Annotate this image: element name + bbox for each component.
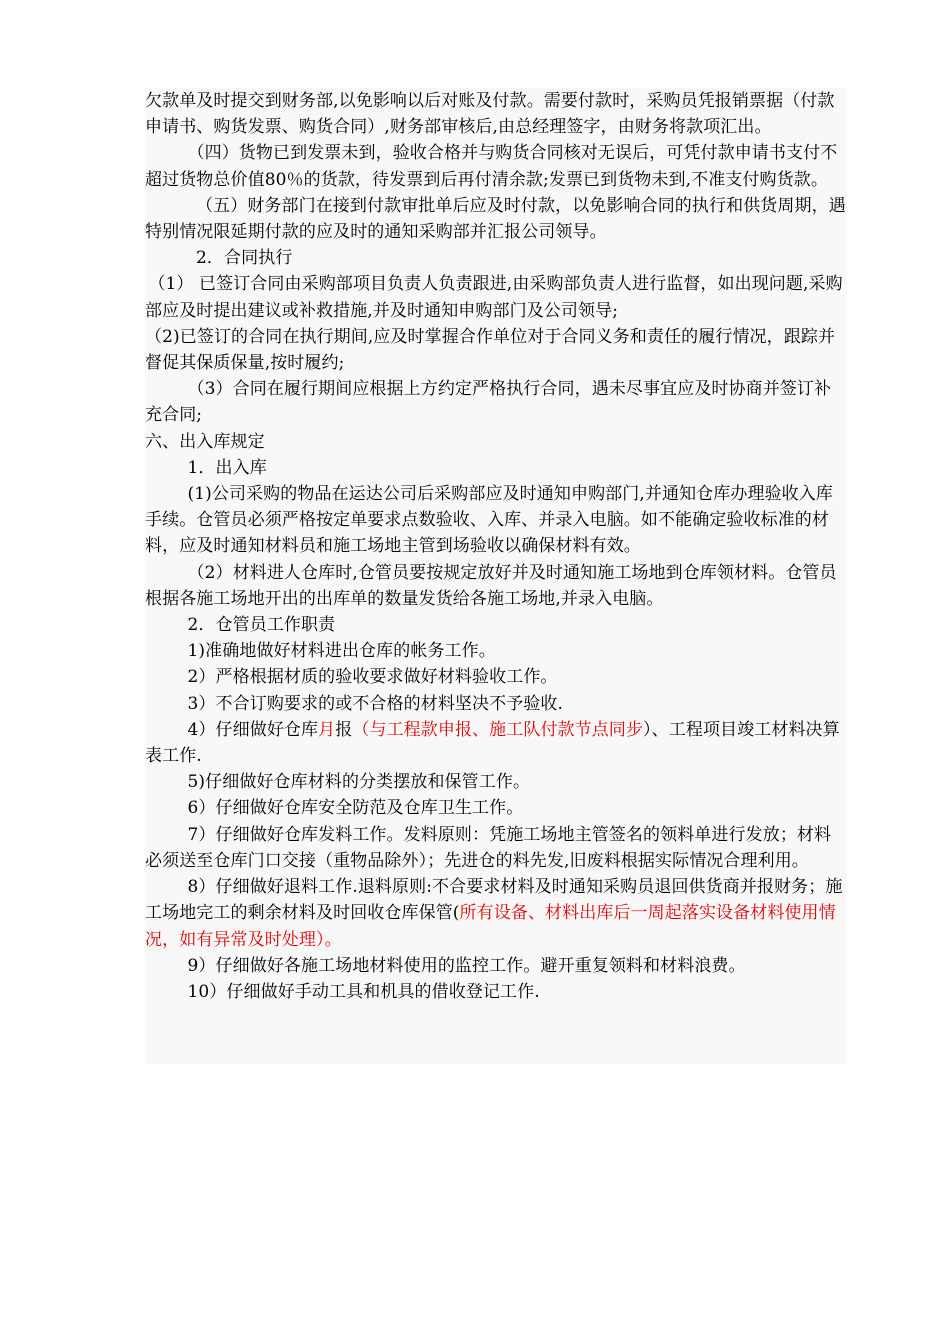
- heading-in-out-warehouse: 1．出入库: [187, 457, 267, 478]
- paragraph-duty-4: [145, 717, 847, 769]
- duty-4-highlight-month: 月: [318, 719, 336, 740]
- paragraph-contract-item-3: （3）合同在履行期间应根据上方约定严格执行合同，遇未尽事宜应及时协商并签订补充合同;: [145, 379, 832, 426]
- paragraph-duty-10: 10）仔细做好手动工具和机具的借收登记工作.: [187, 981, 540, 1002]
- paragraph-finance-payment: （五）财务部门在接到付款审批单后应及时付款，以免影响合同的执行和供货周期，遇特别情况限延期付款的应及时的通知采购部并汇报公司领导。: [145, 195, 846, 243]
- paragraph-duty-8: [145, 874, 847, 953]
- document-body: [145, 88, 847, 1005]
- paragraph-duty-6: 6）仔细做好仓库安全防范及仓库卫生工作。: [187, 798, 524, 819]
- paragraph-duty-5: 5)仔细做好仓库材料的分类摆放和保管工作。: [187, 772, 531, 793]
- paragraph-warehouse-item-1: (1)公司采购的物品在运达公司后采购部应及时通知申购部门,并通知仓库办理验收入库手续。仓管员必须严格按定单要求点数验收、入库、并录入电脑。如不能确定验收标准的材料，应及时通知材料员和施工场地主管到场验收以确保材料有效。: [145, 484, 833, 557]
- duty-4-text-c: ）、工程项目竣工材料决算表工作.: [145, 719, 840, 767]
- duty-8-text: 8）仔细做好退料工作.退料原则:不合要求材料及时通知采购员退回供货商并报财务；施工场地完工的剩余材料及时回收仓库保管(: [145, 877, 843, 924]
- heading-keeper-duties: 2．仓管员工作职责: [187, 615, 336, 636]
- duty-4-text-a: 4）仔细做好仓库: [187, 719, 319, 740]
- paragraph-duty-2: 2）严格根据材质的验收要求做好材料验收工作。: [187, 667, 558, 688]
- paragraph-warehouse-item-2: （2）材料进人仓库时,仓管员要按规定放好并及时通知施工场地到仓库领材料。仓管员根据各施工场地开出的出库单的数量发货给各施工场地,并录入电脑。: [145, 562, 837, 609]
- paragraph-goods-before-invoice: （四）货物已到发票未到，验收合格并与购货合同核对无误后，可凭付款申请书支付不超过货物总价值80％的货款，待发票到后再付清余款;发票已到货物未到,不准支付购货款。: [145, 143, 838, 190]
- duty-4-text-b: 报: [335, 719, 353, 740]
- paragraph-duty-7: 7）仔细做好仓库发料工作。发料原则：凭施工场地主管签名的领料单进行发放；材料必须送至仓库门口交接（重物品除外）；先进仓的料先发,旧废料根据实际情况合理利用。: [145, 824, 832, 871]
- duty-8-highlight: 所有设备、材料出库后一周起落实设备材料使用情况，如有异常及时处理）。: [145, 903, 836, 950]
- paragraph-contract-item-2: （2)已签订的合同在执行期间,应及时掌握合作单位对于合同义务和责任的履行情况，跟踪并督促其保质保量,按时履约;: [145, 326, 836, 374]
- heading-contract-execution: 2．合同执行: [196, 248, 293, 269]
- paragraph-duty-9: 9）仔细做好各施工场地材料使用的监控工作。避开重复领料和材料浪费。: [187, 955, 746, 976]
- paragraph-contract-item-1: （1） 已签订合同由采购部项目负责人负责跟进,由采购部负责人进行监督，如出现问题,采购部应及时提出建议或补救措施,并及时通知申购部门及公司领导;: [145, 274, 843, 321]
- paragraph-duty-3: 3）不合订购要求的或不合格的材料坚决不予验收.: [187, 693, 564, 714]
- heading-warehouse-rules: 六、出入库规定: [145, 431, 265, 452]
- paragraph-payment-procedure: 欠款单及时提交到财务部,以免影响以后对账及付款。需要付款时，采购员凭报销票据（付款申请书、购货发票、购货合同）,财务部审核后,由总经理签字，由财务将款项汇出。: [145, 91, 835, 138]
- duty-4-highlight-sync: （与工程款申报、施工队付款节点同步: [352, 719, 644, 740]
- paragraph-duty-1: 1)准确地做好材料进出仓库的帐务工作。: [187, 641, 496, 662]
